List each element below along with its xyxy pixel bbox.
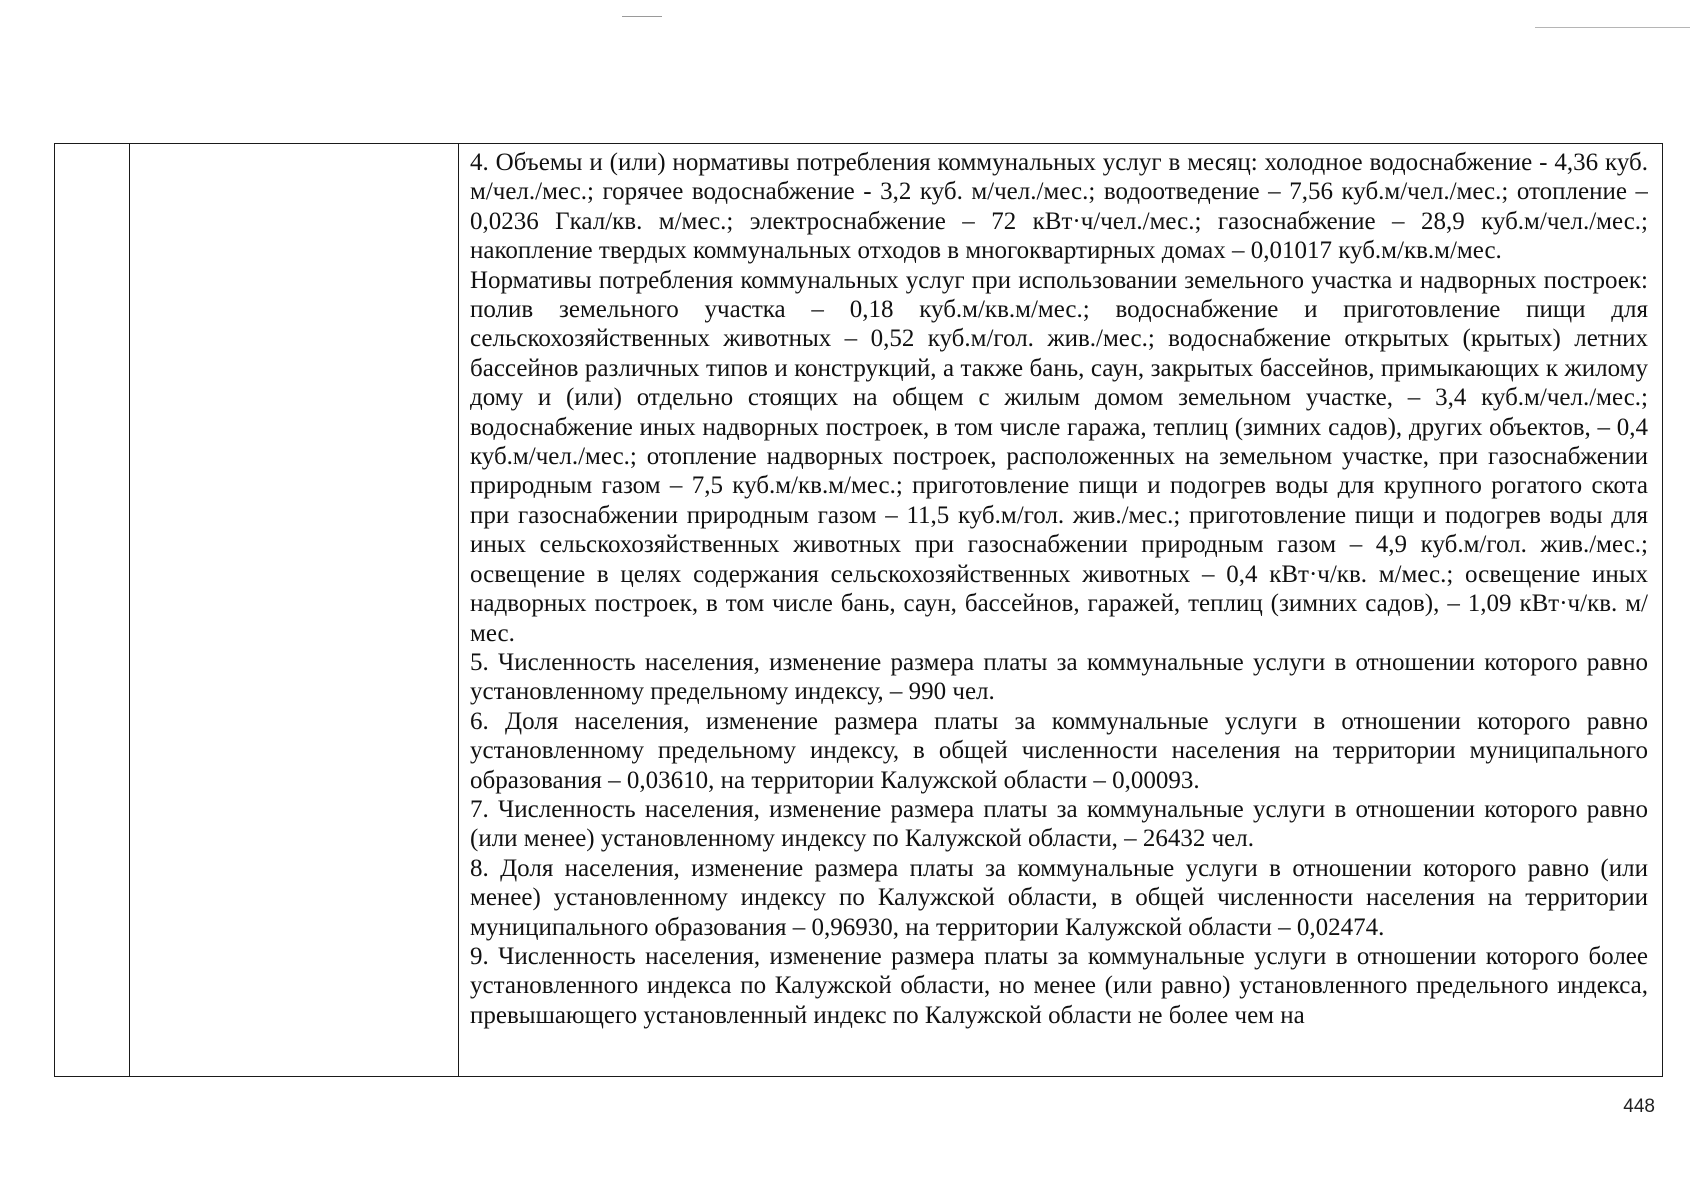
table-content-cell bbox=[470, 148, 1648, 1076]
paragraph-norms-land-plot: Нормативы потребления коммунальных услуг при использовании земельного участка и надворных построек: полив земельного участка – 0,18 куб.м/кв.м/мес.; водоснабжение и приготовление пищи для сельскохозяйственных животных – 0,52 куб.м/гол. жив./мес.; водоснабжение открытых (крытых) летних бассейнов различных типов и конструкций, а также бань, саун, закрытых бассейнов, примыкающих к жилому дому и (или) отдельно стоящих на общем с жилым домом земельном участке, – 3,4 куб.м/чел./мес.; водоснабжение иных надворных построек, в том числе гаража, теплиц (зимних садов), других объектов, – 0,4 куб.м/чел./мес.; отопление надворных построек, расположенных на земельном участке, при газоснабжении природным газом – 7,5 куб.м/кв.м/мес.; приготовление пищи и подогрев воды для крупного рогатого скота при газоснабжении природным газом – 11,5 куб.м/гол. жив./мес.; приготовление пищи и подогрев воды для иных сельскохозяйственных животных при газоснабжении природным газом – 4,9 куб.м/гол. жив./мес.; освещение в целях содержания сельскохозяйственных животных – 0,4 кВт·ч/кв. м/мес.; освещение иных надворных построек, в том числе бань, саун, бассейнов, гаражей, теплиц (зимних садов), – 1,09 кВт·ч/кв. м/мес. bbox=[470, 266, 1648, 647]
paragraph-item-5: 5. Численность населения, изменение размера платы за коммунальные услуги в отношении которого равно установленному предельному индексу, – 990 чел. bbox=[470, 648, 1648, 706]
paragraph-item-8: 8. Доля населения, изменение размера платы за коммунальные услуги в отношении которого равно (или менее) установленному индексу по Калужской области, в общей численности населения на территории муниципального образования – 0,96930, на территории Калужской области – 0,02474. bbox=[470, 854, 1648, 941]
scan-artifact-top bbox=[622, 16, 662, 17]
document-table bbox=[54, 143, 1663, 1077]
column-divider-1 bbox=[129, 144, 130, 1076]
paragraph-item-4: 4. Объемы и (или) нормативы потребления коммунальных услуг в месяц: холодное водоснабжение - 4,36 куб. м/чел./мес.; горячее водоснабжение - 3,2 куб. м/чел./мес.; водоотведение – 7,56 куб.м/чел./мес.; отопление – 0,0236 Гкал/кв. м/мес.; электроснабжение – 72 кВт·ч/чел./мес.; газоснабжение – 28,9 куб.м/чел./мес.; накопление твердых коммунальных отходов в многоквартирных домах – 0,01017 куб.м/кв.м/мес. bbox=[470, 149, 1648, 265]
paragraph-item-7: 7. Численность населения, изменение размера платы за коммунальные услуги в отношении которого равно (или менее) установленному индексу по Калужской области, – 26432 чел. bbox=[470, 795, 1648, 853]
page-number: 448 bbox=[1623, 1096, 1655, 1117]
paragraph-item-9: 9. Численность населения, изменение размера платы за коммунальные услуги в отношении которого более установленного индекса по Калужской области, но менее (или равно) установленного предельного индекса, превышающего установленный индекс по Калужской области не более чем на bbox=[470, 942, 1648, 1029]
scan-artifact-top-right bbox=[1535, 27, 1690, 28]
paragraph-item-6: 6. Доля населения, изменение размера платы за коммунальные услуги в отношении которого равно установленному предельному индексу, в общей численности населения на территории муниципального образования – 0,03610, на территории Калужской области – 0,00093. bbox=[470, 707, 1648, 794]
column-divider-2 bbox=[458, 144, 459, 1076]
